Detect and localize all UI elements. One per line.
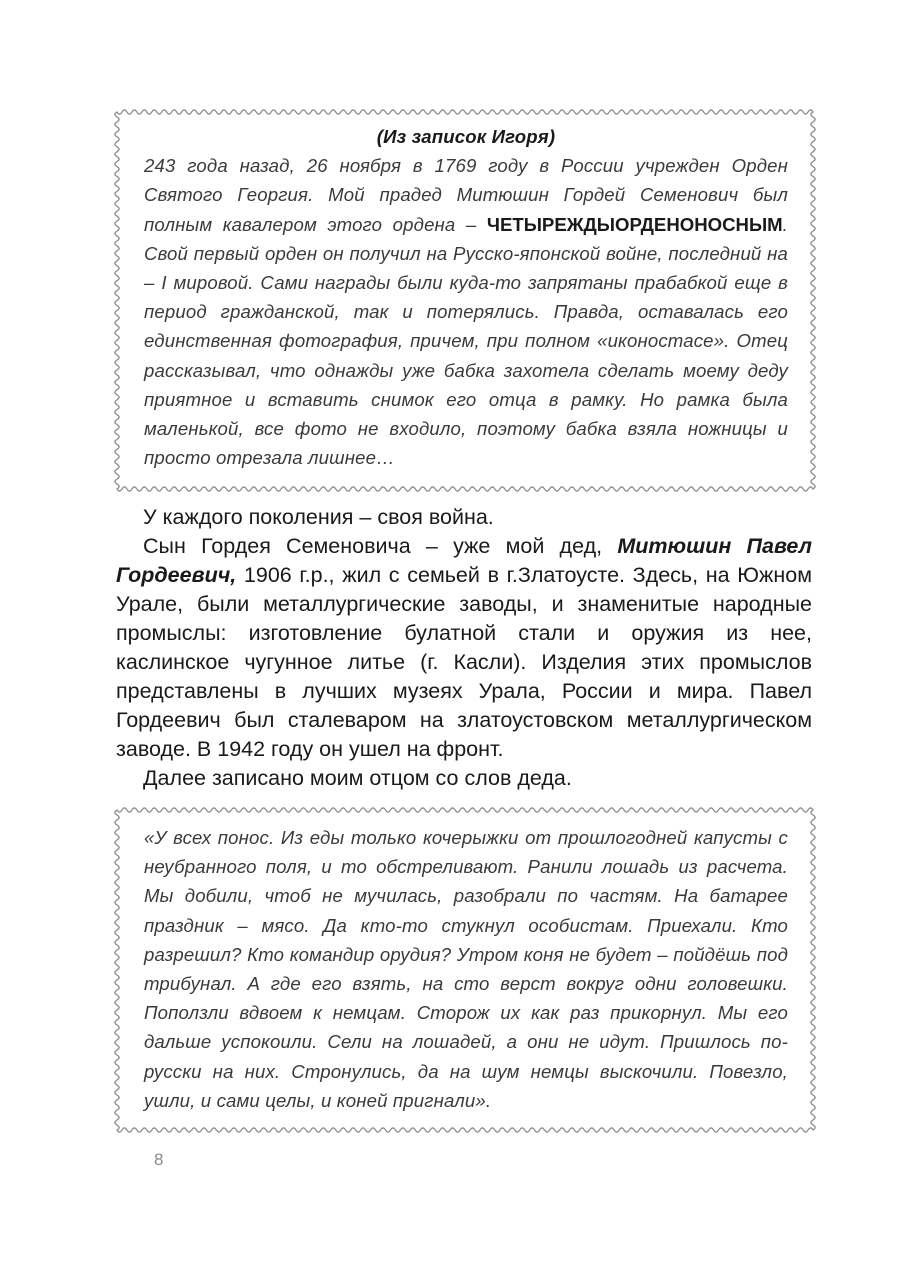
paragraph-intro: Далее записано моим отцом со слов деда. [143,766,572,790]
quote-heading: (Из записок Игоря) [376,126,556,147]
quote-paragraph: «У всех понос. Из еды только кочерыжки от прошлогодней капусты с неубранного поля, и то обстреливают. Ранили лошадь из расчета. Мы добили, чтоб не мучилась, разобрали по частям. На батарее праздник – мясо. Да кто-то стукнул особистам. Приехали. Кто разрешил? Кто командир орудия? Утром коня не будет – пойдёшь под трибунал. А где его взять, на сто верст вокруг одни головешки. Поползли вдвоем к немцам. Сторож их как раз прикорнул. Мы его дальше успокоили. Сели на лошадей, а они не идут. Пришлось по-русски на них. Стронулись, да на шум немцы выскочили. Повезло, ушли, и сами целы, и коней пригнали». [144,827,788,1111]
quote-box-igor-notes [144,122,788,472]
emphasis-word: ЧЕТЫРЕЖДЫОРДЕНОНОСНЫМ [486,213,783,235]
quote-text-part: 243 года назад, 26 ноября в 1769 году в России учрежден Орден Святого Георгия. Мой прадед Митюшин Гордей Семенович был полным кавалером этого ордена – [144,155,788,235]
page-number: 8 [154,1150,164,1169]
quote-paragraph [144,151,788,472]
paragraph-text: 1906 г.р., жил с семьей в г.Златоусте. Здесь, на Южном Урале, были металлургические заводы, и знаменитые народные промыслы: изготовление булатной стали и оружия из нее, каслинское чугунное литье (г. Касли). Изделия этих промыслов представлены в лучших музеях Урала, России и мира. Павел Гордеевич был сталеваром на златоустовском металлургическом заводе. В 1942 году он ушел на фронт. [116,563,812,761]
quote-box-war-story [144,823,788,1115]
paragraph-generation: У каждого поколения – своя война. [143,505,494,529]
person-name: Митюшин Павел Гордеевич, [116,534,812,587]
paragraph-text: Сын Гордея Семеновича – уже мой дед, [143,534,618,558]
quote-text-part: . Свой первый орден он получил на Русско-японской войне, последний на – I мировой. Сами награды были куда-то запрятаны прабабкой еще в период гражданской, так и потерялись. Правда, оставалась его единственная фотография, причем, при полном «иконостасе». Отец рассказывал, что однажды уже бабка захотела сделать моему деду приятное и вставить снимок его отца в рамку. Но рамка была маленькой, все фото не входило, поэтому бабка взяла ножницы и просто отрезала лишнее… [144,213,788,469]
main-text [116,503,812,793]
paragraph-grandfather [116,532,812,764]
